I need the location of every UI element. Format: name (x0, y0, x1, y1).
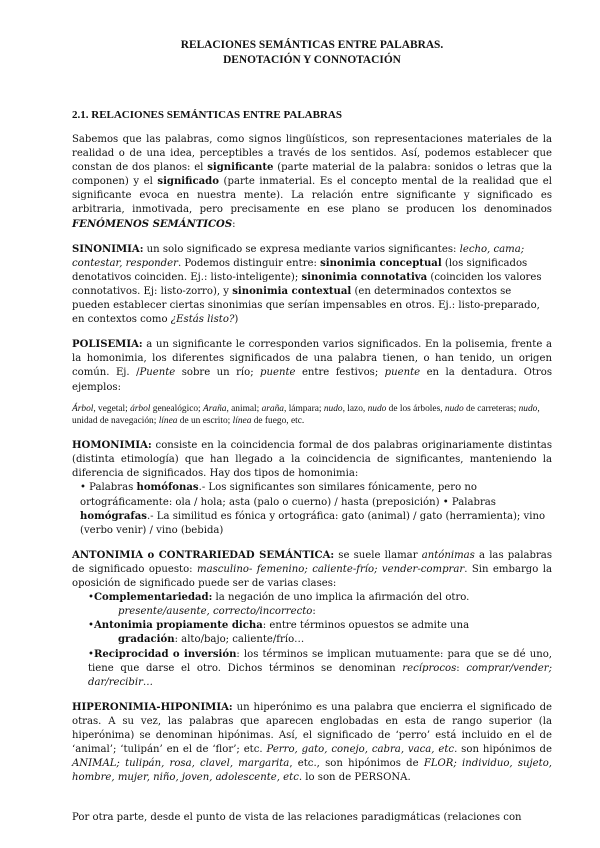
intro-paragraph: Sabemos que las palabras, como signos lingüísticos, son representaciones materiales de la realidad o de una idea, perceptibles a través de los sentidos. Así, podemos establecer que constan de dos planos: el significante (parte material de la palabra: sonidos o letras que la componen) y el significado (parte inmaterial. Es el concepto mental de la realidad que el significante evoca en nuestra mente). La relación entre significante y significado es arbitraria, inmotivada, pero precisamente en ese plano se producen los denominados FENÓMENOS SEMÁNTICOS: (72, 134, 552, 230)
homonimia-term: HOMONIMIA: (72, 440, 152, 452)
title-line-2: DENOTACIÓN Y CONNOTACIÓN (223, 54, 401, 66)
polisemia-term: POLISEMIA: (72, 339, 143, 351)
hiperonimia-term: HIPERONIMIA-HIPONIMIA: (72, 701, 233, 713)
hiperonimia-paragraph: HIPERONIMIA-HIPONIMIA: un hiperónimo es una palabra que encierra el significado de otras. A su vez, las palabras que aparecen englobadas en esta de rango superior (la hiperónima) se denominan hipónimas. Así, el significado de ‘perro’ está incluido en el de ‘animal’; ‘tulipán’ en el de ‘flor’; etc. Perro, gato, conejo, cabra, vaca, etc. son hipónimos de ANIMAL; tulipán, rosa, clavel, margarita, etc., son hipónimos de FLOR; individuo, sujeto, hombre, mujer, niño, joven, adolescente, etc. lo son de PERSONA. (72, 701, 553, 784)
bullet-icon: • (88, 592, 94, 604)
section-heading: 2.1. RELACIONES SEMÁNTICAS ENTRE PALABRAS (72, 109, 342, 121)
closing-paragraph: Por otra parte, desde el punto de vista de las relaciones paradigmáticas (relaciones con (72, 812, 522, 824)
title-line-1: RELACIONES SEMÁNTICAS ENTRE PALABRAS. (180, 39, 444, 51)
document-title (72, 38, 552, 68)
document-page (72, 38, 552, 825)
polisemia-examples: Árbol, vegetal; árbol genealógico; Araña, animal; araña, lámpara; nudo, lazo, nudo de los árboles, nudo de carreteras; nudo, unidad de navegación; línea de un escrito; línea de fuego, etc. (72, 403, 540, 427)
list-item: •Reciprocidad o inversión: los términos se implican mutuamente: para que se dé uno, tiene que darse el otro. Dichos términos se denominan recíprocos: comprar/vender; dar/recibir… (88, 648, 552, 688)
homonimia-paragraph: HOMONIMIA: consiste en la coincidencia formal de dos palabras originariamente distintas (distinta etimología) que han llegado a la coincidencia de significantes, manteniendo la diferencia de significados. Hay dos tipos de homonimia: (72, 440, 552, 480)
polisemia-paragraph: POLISEMIA: a un significante le corresponden varios significados. En la polisemia, frente a la homonimia, los diferentes significados de una palabra tienen, o han tenido, un origen común. Ej. /Puente sobre un río; puente entre festivos; puente en la dentadura. Otros ejemplos: (72, 339, 553, 393)
homonimia-list (72, 481, 552, 537)
bullet-icon: • (442, 496, 449, 508)
list-item: • Palabras homófonas.- Los significantes son similares fónicamente, pero no ortográficamente: ola / hola; asta (palo o cuerno) / hasta (preposición) • Palabras homógrafas.- La similitud es fónica y ortográfica: gato (animal) / gato (herramienta); vino (verbo venir) / vino (bebida) (80, 482, 546, 536)
bullet-icon: • (80, 482, 86, 494)
antonimia-term: ANTONIMIA o CONTRARIEDAD SEMÁNTICA: (72, 549, 335, 561)
antonimia-list (72, 591, 552, 690)
sinonimia-term: SINONIMIA: (72, 243, 144, 255)
list-item: •Antonimia propiamente dicha: entre términos opuestos se admite una gradación: alto/bajo; caliente/frío… (88, 620, 470, 646)
sinonimia-paragraph: SINONIMIA: un solo significado se expresa mediante varios significantes: lecho, cama; contestar, responder. Podemos distinguir entre: sinonimia conceptual (los significados denotativos coinciden. Ej.: listo-inteligente); sinonimia connotativa (coinciden los valores connotativos. Ej: listo-zorro), y sinonimia contextual (en determinados contextos se pueden establecer ciertas sinonimias que serían impensables en otros. Ej.: listo-preparado, en contextos como ¿Estás listo?) (72, 243, 542, 326)
list-item: •Complementariedad: la negación de uno implica la afirmación del otro. presente/ausente, correcto/incorrecto: (88, 592, 470, 618)
antonimia-paragraph: ANTONIMIA o CONTRARIEDAD SEMÁNTICA: se suele llamar antónimas a las palabras de significado opuesto: masculino- femenino; caliente-frío; vender-comprar. Sin embargo la oposición de significado puede ser de varias clases: (72, 549, 553, 590)
bullet-icon: • (88, 648, 94, 660)
bullet-icon: • (88, 620, 94, 632)
